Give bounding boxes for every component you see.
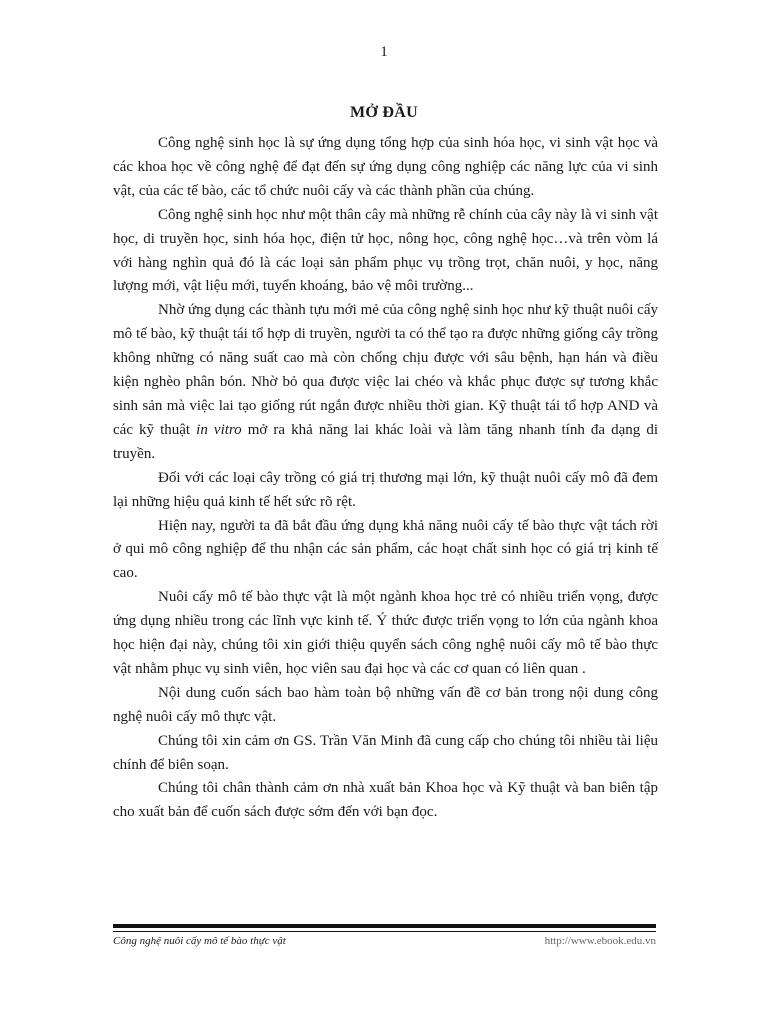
paragraph-7: Nội dung cuốn sách bao hàm toàn bộ những vấn đề cơ bản trong nội dung công nghệ nuôi cấy mô thực vật. <box>113 684 658 725</box>
body-text <box>113 132 658 825</box>
paragraph-3-part-1: Nhờ ứng dụng các thành tựu mới mẻ của công nghệ sinh học như kỹ thuật nuôi cấy mô tế bào, kỹ thuật tái tổ hợp di truyền, người ta có thể tạo ra được những giống cây trồng không những có năng suất cao mà còn chống chịu được với sâu bệnh, hạn hán và điều kiện nghèo phân bón. Nhờ bỏ qua được việc lai chéo và khắc phục được sự tương khắc sinh sản mà việc lai tạo giống rút ngắn được nhiều thời gian. Kỹ thuật tái tổ hợp AND và các kỹ thuật <box>113 302 658 438</box>
footer-url[interactable]: http://www.ebook.edu.vn <box>544 935 656 947</box>
paragraph-1: Công nghệ sinh học là sự ứng dụng tổng hợp của sinh hóa học, vi sinh vật học và các khoa học về công nghệ để đạt đến sự ứng dụng công nghiệp các năng lực của vi sinh vật, của các tế bào, các tổ chức nuôi cấy và các thành phần của chúng. <box>113 135 658 199</box>
paragraph-3 <box>113 299 658 466</box>
footer-rule-thin <box>113 931 656 932</box>
paragraph-8: Chúng tôi xin cảm ơn GS. Trần Văn Minh đã cung cấp cho chúng tôi nhiều tài liệu chính để biên soạn. <box>113 732 658 773</box>
footer-book-title: Công nghệ nuôi cấy mô tế bào thực vật <box>113 935 286 947</box>
page-title: MỞ ĐẦU <box>349 104 418 121</box>
paragraph-2: Công nghệ sinh học như một thân cây mà những rễ chính của cây này là vi sinh vật học, di truyền học, sinh hóa học, điện tử học, nông học, công nghệ học…và trên vòm lá với hàng nghìn quả đó là các loại sản phẩm phục vụ trồng trọt, chăn nuôi, y học, năng lượng mới, vật liệu mới, tuyển khoáng, bảo vệ môi trường... <box>113 206 658 295</box>
paragraph-4: Đối với các loại cây trồng có giá trị thương mại lớn, kỹ thuật nuôi cấy mô đã đem lại những hiệu quả kinh tế hết sức rõ rệt. <box>113 469 658 510</box>
paragraph-5: Hiện nay, người ta đã bắt đầu ứng dụng khả năng nuôi cấy tế bào thực vật tách rời ở qui mô công nghiệp để thu nhận các sản phẩm, các hoạt chất sinh học có giá trị kinh tế cao. <box>113 517 658 582</box>
paragraph-3-part-2: mở ra khả năng lai khác loài và làm tăng nhanh tính đa dạng di truyền. <box>113 421 658 462</box>
paragraph-6: Nuôi cấy mô tế bào thực vật là một ngành khoa học trẻ có nhiều triển vọng, được ứng dụng nhiều trong các lĩnh vực kinh tế. Ý thức được triển vọng to lớn của ngành khoa học hiện đại này, chúng tôi xin giới thiệu quyển sách công nghệ nuôi cấy mô tế bào thực vật nhằm phục vụ sinh viên, học viên sau đại học và các cơ quan có liên quan . <box>113 589 658 677</box>
footer-rule-thick <box>113 924 656 928</box>
italic-term: in vitro <box>196 421 242 438</box>
page-number: 1 <box>380 44 388 60</box>
paragraph-9: Chúng tôi chân thành cảm ơn nhà xuất bản Khoa học và Kỹ thuật và ban biên tập cho xuất bản để cuốn sách được sớm đến với bạn đọc. <box>113 780 658 821</box>
